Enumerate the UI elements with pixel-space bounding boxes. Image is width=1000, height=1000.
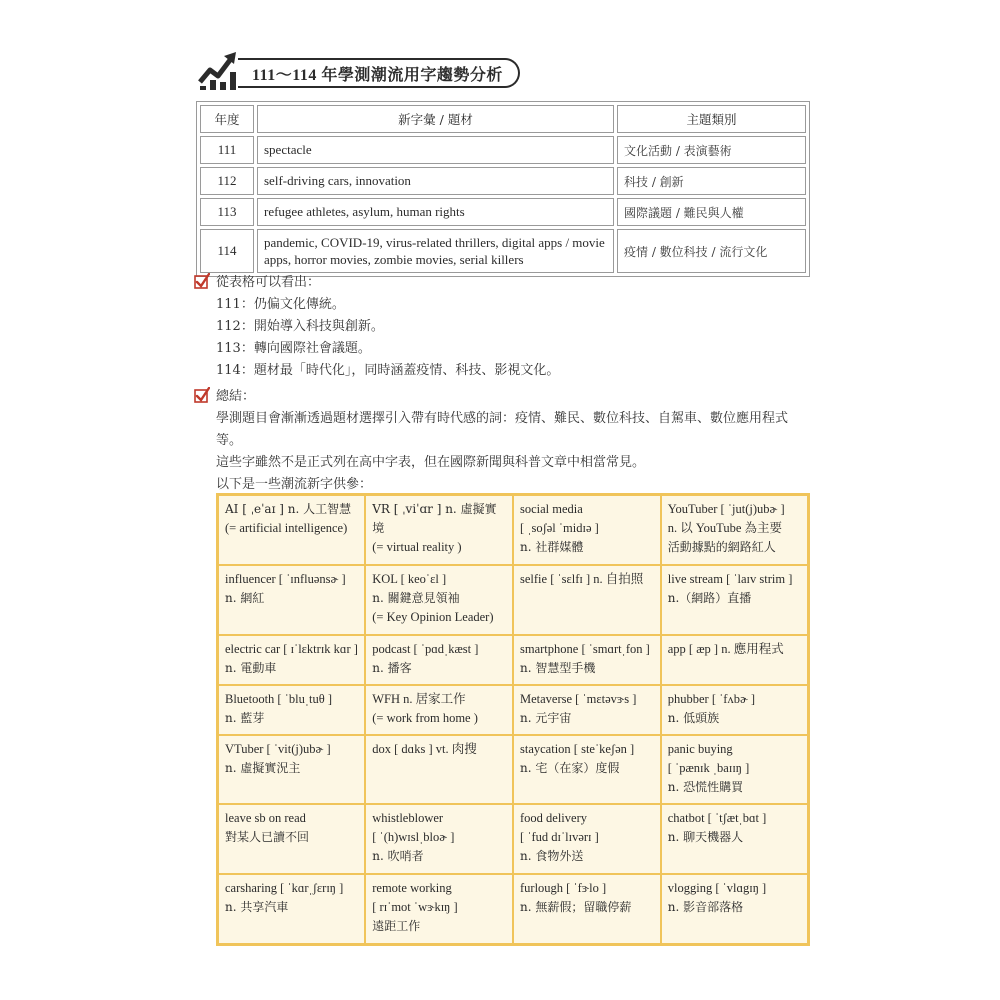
vocab-cell: [661, 495, 809, 565]
vocab-line: 活動據點的網路紅人: [667, 540, 776, 554]
row-words: refugee athletes, asylum, human rights: [257, 198, 614, 226]
vocab-row: [218, 735, 809, 805]
summary-paragraph: 以下是一些潮流新字供參：: [216, 477, 373, 492]
vocab-line: n. 關鍵意見領袖: [372, 590, 460, 605]
vocab-line: [ ˈ(h)wɪslˌbloɚ ]: [372, 830, 455, 845]
row-topic: 科技 / 創新: [617, 167, 806, 195]
observation-item: 112：開始導入科技與創新。: [216, 319, 384, 334]
vocab-line: n. 元宇宙: [520, 710, 572, 725]
vocab-cell: [661, 874, 809, 944]
vocab-line: (= artificial intelligence): [225, 521, 348, 535]
vocab-line: n. 藍芽: [225, 710, 265, 725]
vocab-line: phubber [ ˈfʌbɚ ]: [667, 691, 756, 706]
vocab-line: food delivery: [520, 811, 587, 826]
observations-heading-row: [194, 272, 559, 294]
vocab-cell: [661, 635, 809, 685]
header-words: 新字彙 / 題材: [257, 105, 614, 133]
row-year: 112: [200, 167, 254, 195]
vocab-line: social media: [520, 502, 583, 516]
vocab-line: VR [ ˌviˈɑr ] n. 虛擬實境: [372, 502, 497, 535]
table-row: [200, 136, 806, 164]
vocab-line: n. 影音部落格: [667, 900, 744, 915]
vocab-line: n. 宅（在家）度假: [520, 760, 620, 775]
vocab-line: n. 共享汽車: [225, 900, 289, 915]
vocab-line: n. 以 YouTube 為主要: [667, 521, 783, 535]
vocab-cell: [365, 685, 513, 735]
vocab-line: n. 吹哨者: [372, 849, 424, 864]
trend-table-header: [200, 105, 806, 133]
vocab-row: [218, 874, 809, 944]
observations-section: [194, 272, 559, 382]
vocab-cell: [513, 635, 661, 685]
trend-chart-icon: [196, 48, 244, 94]
vocab-line: n. 智慧型手機: [520, 660, 596, 675]
vocab-line: n. 無薪假；留職停薪: [520, 900, 632, 915]
vocab-line: carsharing [ ˈkɑrˌʃɛrɪŋ ]: [225, 881, 344, 896]
vocab-row: [218, 635, 809, 685]
vocab-cell: [218, 735, 366, 805]
vocab-line: staycation [ steˈkeʃən ]: [520, 741, 635, 756]
vocab-line: 對某人已讀不回: [225, 830, 310, 845]
vocab-line: influencer [ ˈɪnfluənsɚ ]: [225, 571, 346, 586]
vocab-line: [ ˌsoʃəl ˈmidɪə ]: [520, 521, 599, 535]
vocab-line: whistleblower: [372, 811, 444, 826]
vocab-line: (= virtual reality ): [372, 540, 462, 554]
vocab-line: n. 虛擬實況主: [225, 760, 301, 775]
vocab-cell: [218, 495, 366, 565]
vocab-cell: [365, 804, 513, 874]
vocab-cell: [218, 804, 366, 874]
row-year: 114: [200, 229, 254, 273]
vocab-line: [ ˈfud dɪˈlɪvərɪ ]: [520, 830, 599, 845]
vocab-line: n. 恐慌性購買: [667, 779, 744, 794]
table-row: [200, 167, 806, 195]
vocab-cell: [365, 495, 513, 565]
row-year: 111: [200, 136, 254, 164]
vocab-line: (= work from home ): [372, 710, 478, 725]
vocab-line: n. 電動車: [225, 660, 277, 675]
vocab-cell: [513, 735, 661, 805]
summary-paragraph: 學測題目會漸漸透過題材選擇引入帶有時代感的詞：疫情、難民、數位科技、自駕車、數位應用程式等。: [216, 411, 789, 448]
vocab-line: leave sb on read: [225, 811, 306, 826]
summary-section: [194, 386, 806, 496]
vocab-line: vlogging [ ˈvlɑgɪŋ ]: [667, 881, 767, 896]
vocab-cell: [218, 565, 366, 635]
observation-item: 111：仍偏文化傳統。: [216, 297, 345, 312]
row-topic: 疫情 / 數位科技 / 流行文化: [617, 229, 806, 273]
checkmark-icon: [194, 387, 210, 403]
vocab-line: app [ æp ] n. 應用程式: [667, 641, 784, 656]
header-topic: 主題類別: [617, 105, 806, 133]
vocab-row: [218, 565, 809, 635]
vocab-cell: [365, 635, 513, 685]
table-row: [200, 198, 806, 226]
vocab-row: [218, 804, 809, 874]
vocab-line: chatbot [ ˈtʃætˌbɑt ]: [667, 811, 767, 826]
vocab-line: n. 網紅: [225, 590, 265, 605]
vocab-cell: [513, 495, 661, 565]
vocab-cell: [513, 565, 661, 635]
vocab-cell: [365, 565, 513, 635]
vocab-line: [ rɪˈmot ˈwɝkɪŋ ]: [372, 900, 458, 915]
summary-heading-row: [194, 386, 806, 408]
observation-item: 113：轉向國際社會議題。: [216, 341, 371, 356]
page-title: 111～114 年學測潮流用字趨勢分析: [238, 58, 520, 88]
vocab-line: n. 食物外送: [520, 849, 584, 864]
vocab-cell: [218, 635, 366, 685]
vocab-line: live stream [ ˈlaɪv strim ]: [667, 571, 793, 586]
vocab-cell: [513, 804, 661, 874]
observations-heading: 從表格可以看出：: [216, 275, 321, 290]
vocab-line: [ ˈpænɪk ˌbaɪɪŋ ]: [667, 760, 750, 775]
vocab-cell: [661, 735, 809, 805]
vocab-line: YouTuber [ ˈjut(j)ubɚ ]: [667, 502, 785, 516]
row-words: self-driving cars, innovation: [257, 167, 614, 195]
vocab-line: smartphone [ ˈsmɑrtˌfon ]: [520, 641, 650, 656]
vocab-line: podcast [ ˈpɑdˌkæst ]: [372, 641, 479, 656]
vocab-cell: [365, 874, 513, 944]
vocab-row: [218, 685, 809, 735]
row-words: pandemic, COVID-19, virus-related thrillers, digital apps / movie apps, horror movies, zombie movies, serial killers: [257, 229, 614, 273]
vocab-cell: [513, 685, 661, 735]
vocab-cell: [661, 804, 809, 874]
vocab-cell: [365, 735, 513, 805]
vocab-line: electric car [ ɪˈlɛktrɪk kɑr ]: [225, 641, 358, 656]
header-year: 年度: [200, 105, 254, 133]
vocab-cell: [661, 565, 809, 635]
title-banner: [196, 48, 526, 94]
vocab-cell: [218, 874, 366, 944]
vocab-line: Metaverse [ ˈmɛtəvɝs ]: [520, 691, 637, 706]
vocab-line: (= Key Opinion Leader): [372, 609, 494, 624]
vocab-line: KOL [ keoˈɛl ]: [372, 571, 447, 586]
vocab-line: dox [ dɑks ] vt. 肉搜: [372, 741, 477, 756]
vocab-line: furlough [ ˈfɝlo ]: [520, 881, 607, 896]
vocab-line: VTuber [ ˈvit(j)ubɚ ]: [225, 741, 331, 756]
trend-table: [196, 101, 810, 277]
vocab-line: n. 播客: [372, 660, 412, 675]
vocab-line: n. 社群媒體: [520, 540, 584, 554]
vocab-line: n.（網路）直播: [667, 590, 752, 605]
vocab-cell: [513, 874, 661, 944]
summary-heading: 總結：: [216, 389, 256, 404]
vocab-line: selfie [ ˈsɛlfɪ ] n. 自拍照: [520, 571, 644, 586]
vocab-row: [218, 495, 809, 565]
row-topic: 文化活動 / 表演藝術: [617, 136, 806, 164]
vocab-line: AI [ ˌeˈaɪ ] n. 人工智慧: [225, 502, 352, 516]
vocab-line: remote working: [372, 881, 452, 896]
row-words: spectacle: [257, 136, 614, 164]
vocab-line: Bluetooth [ ˈbluˌtuθ ]: [225, 691, 333, 706]
summary-paragraph: 這些字雖然不是正式列在高中字表，但在國際新聞與科普文章中相當常見。: [216, 455, 646, 470]
vocab-line: WFH n. 居家工作: [372, 691, 466, 706]
vocab-line: 遠距工作: [372, 919, 421, 934]
checkmark-icon: [194, 273, 210, 289]
vocab-cell: [661, 685, 809, 735]
table-row: [200, 229, 806, 273]
vocab-line: panic buying: [667, 741, 733, 756]
row-year: 113: [200, 198, 254, 226]
vocab-line: n. 聊天機器人: [667, 830, 744, 845]
row-topic: 國際議題 / 難民與人權: [617, 198, 806, 226]
vocab-cell: [218, 685, 366, 735]
vocab-line: n. 低頭族: [667, 710, 720, 725]
vocab-grid: [216, 493, 810, 946]
observation-item: 114：題材最「時代化」，同時涵蓋疫情、科技、影視文化。: [216, 363, 560, 378]
